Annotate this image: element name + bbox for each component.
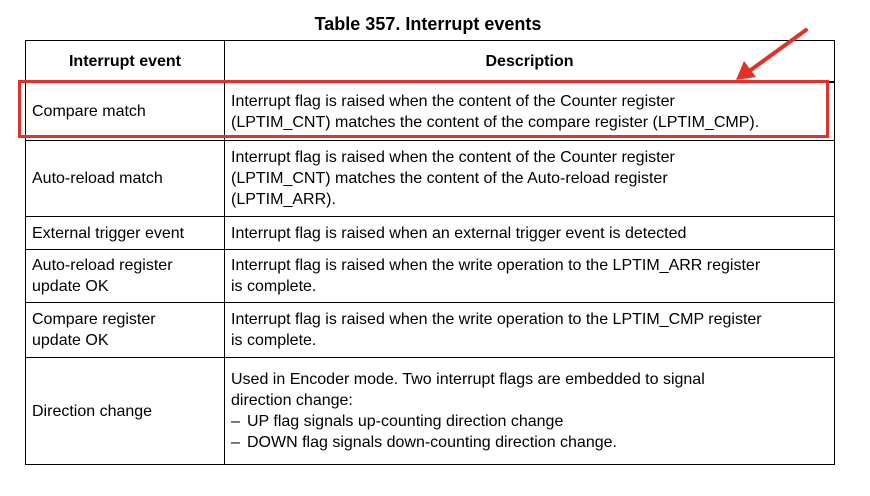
event-text: Compare register bbox=[32, 311, 156, 328]
event-cell bbox=[26, 303, 225, 358]
table-header-row bbox=[26, 41, 835, 83]
table-title: Table 357. Interrupt events bbox=[314, 14, 542, 34]
description-line: direction change: bbox=[231, 392, 353, 409]
event-cell bbox=[26, 82, 225, 141]
event-text: Direction change bbox=[32, 402, 153, 420]
bullet-text: DOWN flag signals down-counting direction change. bbox=[247, 434, 617, 451]
event-cell bbox=[26, 250, 225, 303]
event-text: Auto-reload register bbox=[32, 257, 173, 274]
event-text: update OK bbox=[32, 278, 109, 295]
bullet-item bbox=[231, 411, 828, 432]
description-cell bbox=[225, 303, 835, 358]
table-row bbox=[26, 358, 835, 465]
header-description: Description bbox=[225, 41, 835, 83]
table-row bbox=[26, 141, 835, 217]
interrupt-events-table bbox=[25, 40, 835, 465]
dash-marker: – bbox=[231, 434, 240, 451]
table-row bbox=[26, 217, 835, 250]
description-cell bbox=[225, 358, 835, 465]
event-text: External trigger event bbox=[32, 224, 185, 242]
description-line: Interrupt flag is raised when the write operation to the LPTIM_ARR register bbox=[231, 257, 761, 274]
description-line: Interrupt flag is raised when an external trigger event is detected bbox=[231, 224, 687, 242]
bullet-text: UP flag signals up-counting direction change bbox=[247, 413, 564, 430]
table-row bbox=[26, 250, 835, 303]
description-line: is complete. bbox=[231, 332, 317, 349]
description-line: Used in Encoder mode. Two interrupt flags are embedded to signal bbox=[231, 371, 705, 388]
event-text: Auto-reload match bbox=[32, 170, 163, 187]
event-text: Compare match bbox=[32, 103, 146, 120]
description-line: is complete. bbox=[231, 278, 317, 295]
table-row bbox=[26, 82, 835, 141]
dash-marker: – bbox=[231, 413, 240, 430]
description-line: Interrupt flag is raised when the content of the Counter register bbox=[231, 149, 675, 166]
description-line: Interrupt flag is raised when the content of the Counter register bbox=[231, 92, 675, 110]
description-line: (LPTIM_CNT) matches the content of the Auto-reload register bbox=[231, 170, 668, 187]
description-line: (LPTIM_CNT) matches the content of the compare register (LPTIM_CMP). bbox=[231, 113, 760, 131]
table-row bbox=[26, 303, 835, 358]
header-interrupt-event: Interrupt event bbox=[26, 41, 225, 83]
bullet-item bbox=[231, 432, 828, 453]
event-cell bbox=[26, 358, 225, 465]
description-line: Interrupt flag is raised when the write operation to the LPTIM_CMP register bbox=[231, 311, 762, 328]
event-cell bbox=[26, 217, 225, 250]
description-cell bbox=[225, 82, 835, 141]
description-cell bbox=[225, 141, 835, 217]
event-text: update OK bbox=[32, 332, 109, 349]
description-cell bbox=[225, 217, 835, 250]
description-line: (LPTIM_ARR). bbox=[231, 191, 336, 208]
event-cell bbox=[26, 141, 225, 217]
description-cell bbox=[225, 250, 835, 303]
